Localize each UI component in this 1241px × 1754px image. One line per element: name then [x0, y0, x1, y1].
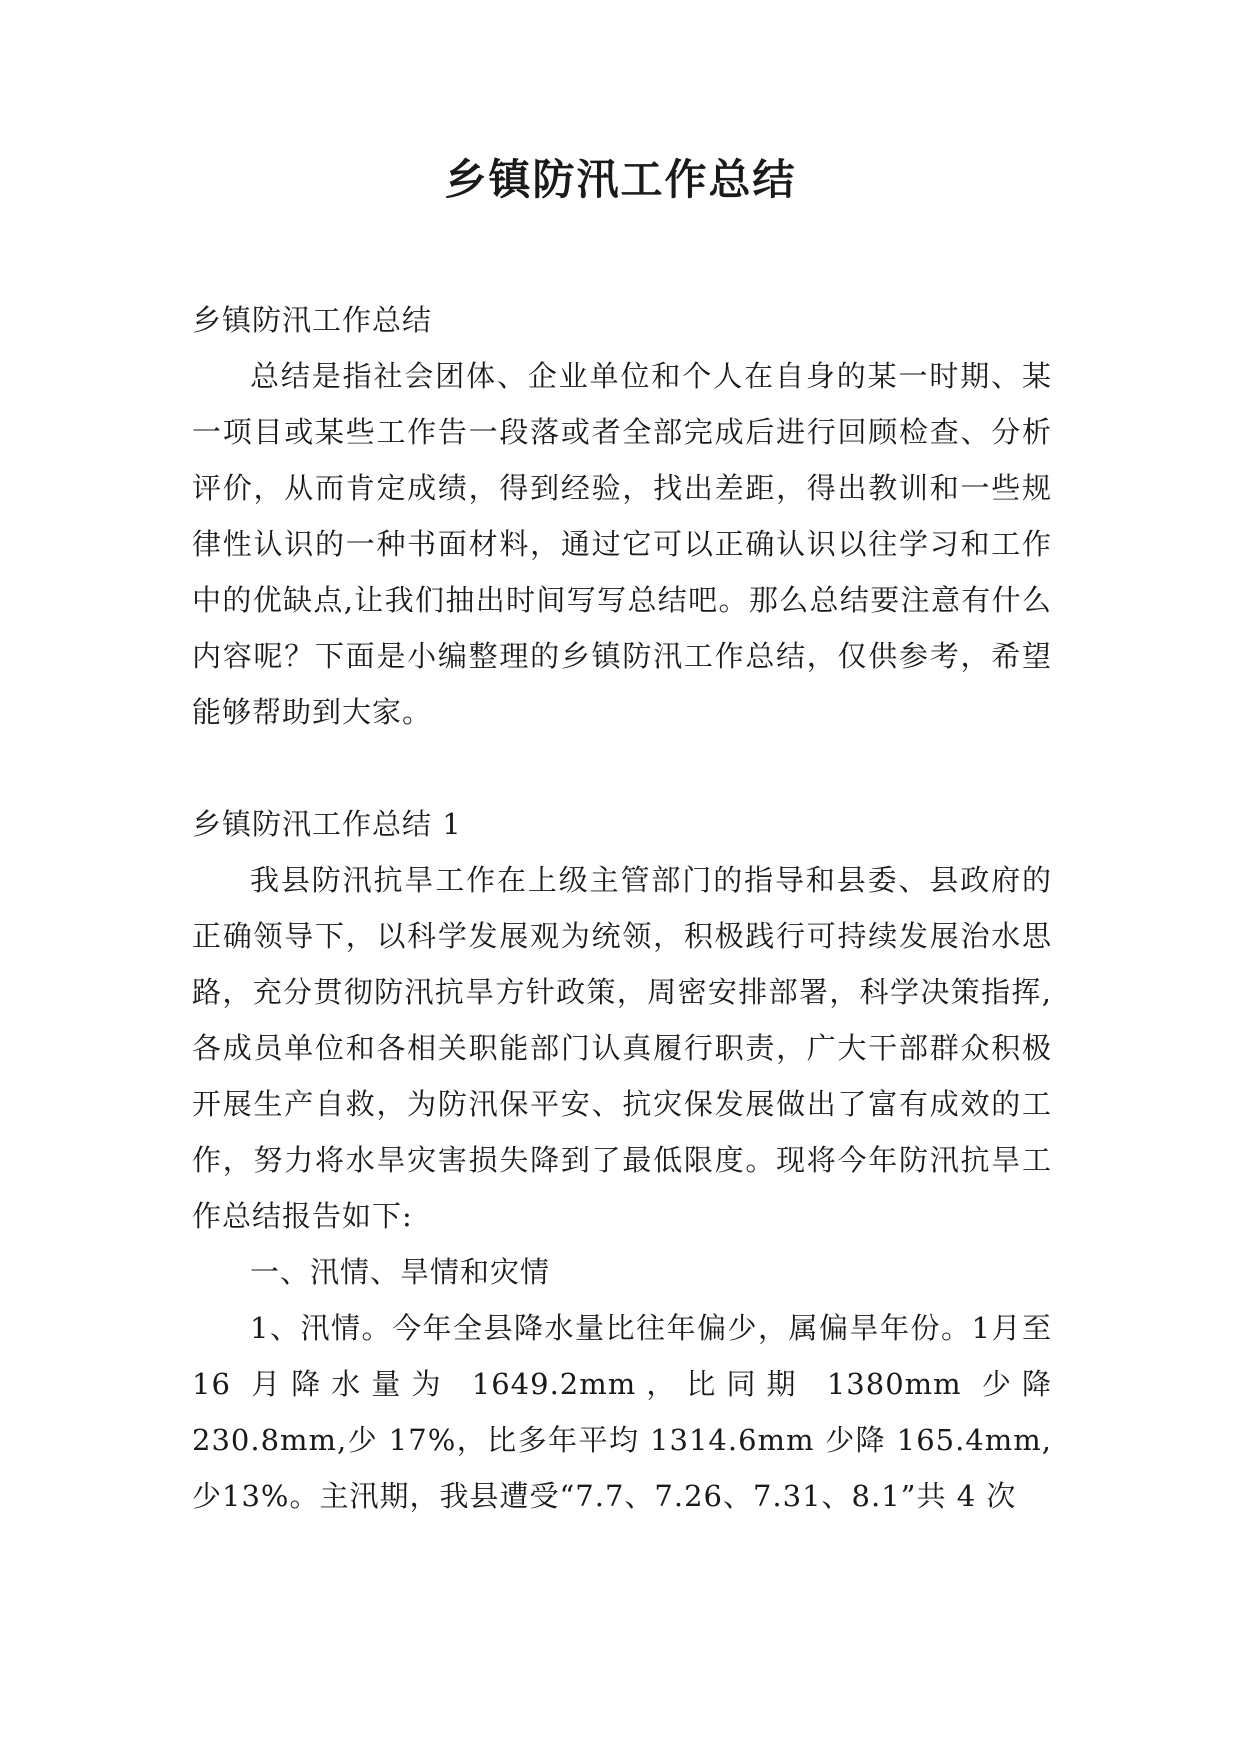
section1-subheading: 一、汛情、旱情和灾情 — [250, 1255, 551, 1289]
section-spacer — [192, 740, 1052, 796]
document-title: 乡镇防汛工作总结 — [444, 155, 797, 204]
document-body — [192, 292, 1052, 1524]
section1-paragraph-1: 我县防汛抗旱工作在上级主管部门的指导和县委、县政府的正确领导下，以科学发展观为统领，积极践行可持续发展治水思路，充分贯彻防汛抗旱方针政策，周密安排部署，科学决策指挥,各成员单位和各相关职能部门认真履行职责，广大干部群众积极开展生产自救，为防汛保平安、抗灾保发展做出了富有成效的工作，努力将水旱灾害损失降到了最低限度。现将今年防汛抗旱工作总结报告如下: — [192, 863, 1052, 1233]
section1-paragraph-2: 1、汛情。今年全县降水量比往年偏少，属偏旱年份。1月至 16 月降水量为 1649.2mm，比同期 1380mm 少降230.8mm,少 17%，比多年平均 1314.6mm 少降 165.4mm,少13%。主汛期，我县遭受“7.7、7.26、7.31、8.1”共 4 次 — [192, 1311, 1052, 1513]
section1-heading: 乡镇防汛工作总结 1 — [192, 807, 462, 841]
intro-heading: 乡镇防汛工作总结 — [192, 303, 433, 337]
intro-paragraph: 总结是指社会团体、企业单位和个人在自身的某一时期、某一项目或某些工作告一段落或者全部完成后进行回顾检查、分析评价，从而肯定成绩，得到经验，找出差距，得出教训和一些规律性认识的一种书面材料，通过它可以正确认识以往学习和工作中的优缺点,让我们抽出时间写写总结吧。那么总结要注意有什么内容呢？下面是小编整理的乡镇防汛工作总结，仅供参考，希望能够帮助到大家。 — [192, 359, 1052, 729]
